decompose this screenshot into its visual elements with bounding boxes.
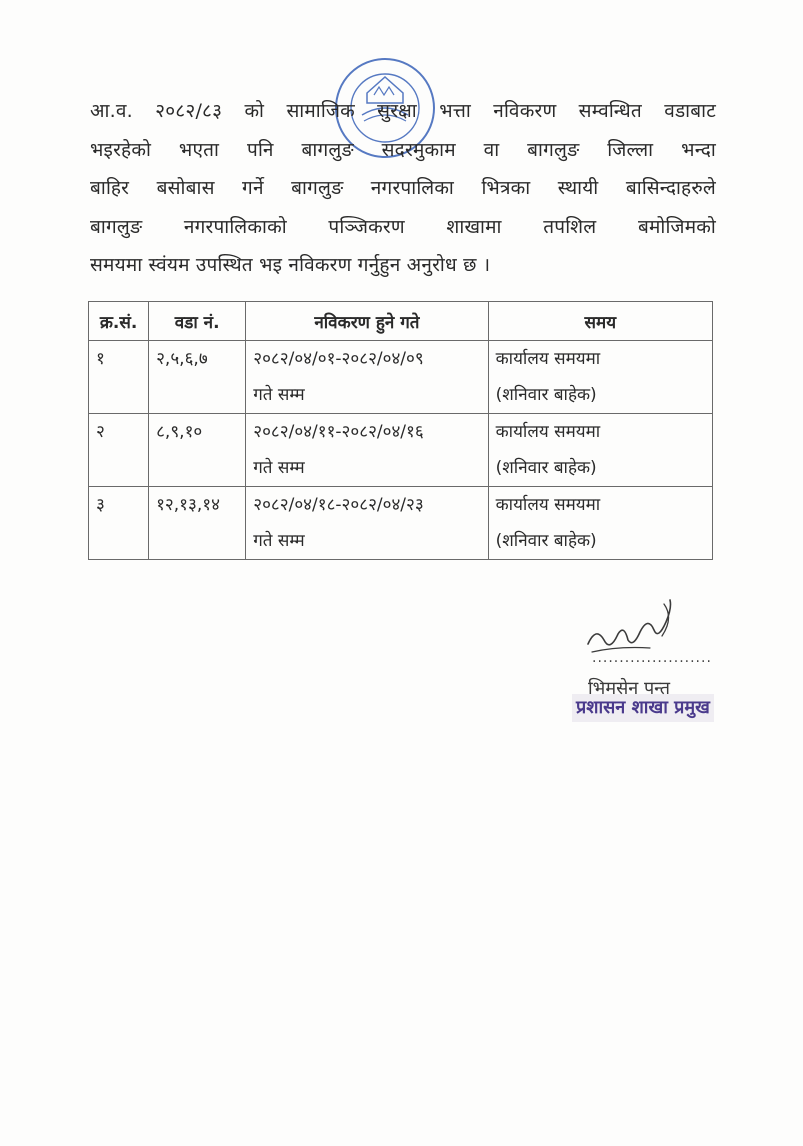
cell-wards: ८,९,१०	[149, 414, 246, 487]
table-row	[89, 487, 713, 560]
header-serial: क्र.सं.	[89, 302, 149, 341]
time-text: कार्यालय समयमा	[495, 349, 601, 369]
cell-wards: १२,१३,१४	[149, 487, 246, 560]
time-note: (शनिवार बाहेक)	[495, 531, 597, 551]
notice-line: भइरहेको भएता पनि बागलुङ सदरमुकाम वा बागलुङ जिल्ला भन्दा	[90, 138, 716, 161]
date-suffix: गते सम्म	[253, 458, 305, 478]
time-note: (शनिवार बाहेक)	[495, 385, 597, 405]
cell-dates	[246, 341, 488, 414]
table-row	[89, 414, 713, 487]
time-text: कार्यालय समयमा	[495, 495, 601, 515]
signatory-name: भिमसेन पन्त	[588, 678, 670, 699]
notice-line: बागलुङ नगरपालिकाको पञ्जिकरण शाखामा तपशिल बमोजिमको	[90, 215, 716, 238]
cell-serial: २	[89, 414, 149, 487]
table-row	[89, 341, 713, 414]
cell-dates	[246, 414, 488, 487]
cell-serial: ३	[89, 487, 149, 560]
table-header-row	[89, 302, 713, 341]
date-range: २०८२/०४/०१-२०८२/०४/०९	[253, 349, 424, 369]
header-dates: नविकरण हुने गते	[246, 302, 488, 341]
designation-stamp: प्रशासन शाखा प्रमुख	[572, 694, 714, 722]
notice-line: बाहिर बसोबास गर्ने बागलुङ नगरपालिका भित्रका स्थायी बासिन्दाहरुले	[90, 177, 716, 199]
cell-time	[488, 487, 712, 560]
date-range: २०८२/०४/११-२०८२/०४/१६	[253, 422, 424, 442]
date-suffix: गते सम्म	[253, 531, 305, 551]
date-suffix: गते सम्म	[253, 385, 305, 405]
cell-time	[488, 341, 712, 414]
signature-line: ......................	[592, 650, 712, 666]
notice-line: समयमा स्वंयम उपस्थित भइ नविकरण गर्नुहुन अनुरोध छ ।	[90, 254, 491, 276]
cell-time	[488, 414, 712, 487]
time-note: (शनिवार बाहेक)	[495, 458, 597, 478]
notice-line: आ.व. २०८२/८३ को सामाजिक सुरक्षा भत्ता नविकरण सम्वन्धित वडाबाट	[90, 100, 716, 122]
renewal-schedule-table	[88, 301, 713, 560]
cell-dates	[246, 487, 488, 560]
notice-paragraph	[90, 92, 716, 285]
header-time: समय	[488, 302, 712, 341]
date-range: २०८२/०४/१८-२०८२/०४/२३	[253, 495, 424, 515]
cell-serial: १	[89, 341, 149, 414]
time-text: कार्यालय समयमा	[495, 422, 601, 442]
header-ward: वडा नं.	[149, 302, 246, 341]
cell-wards: २,५,६,७	[149, 341, 246, 414]
